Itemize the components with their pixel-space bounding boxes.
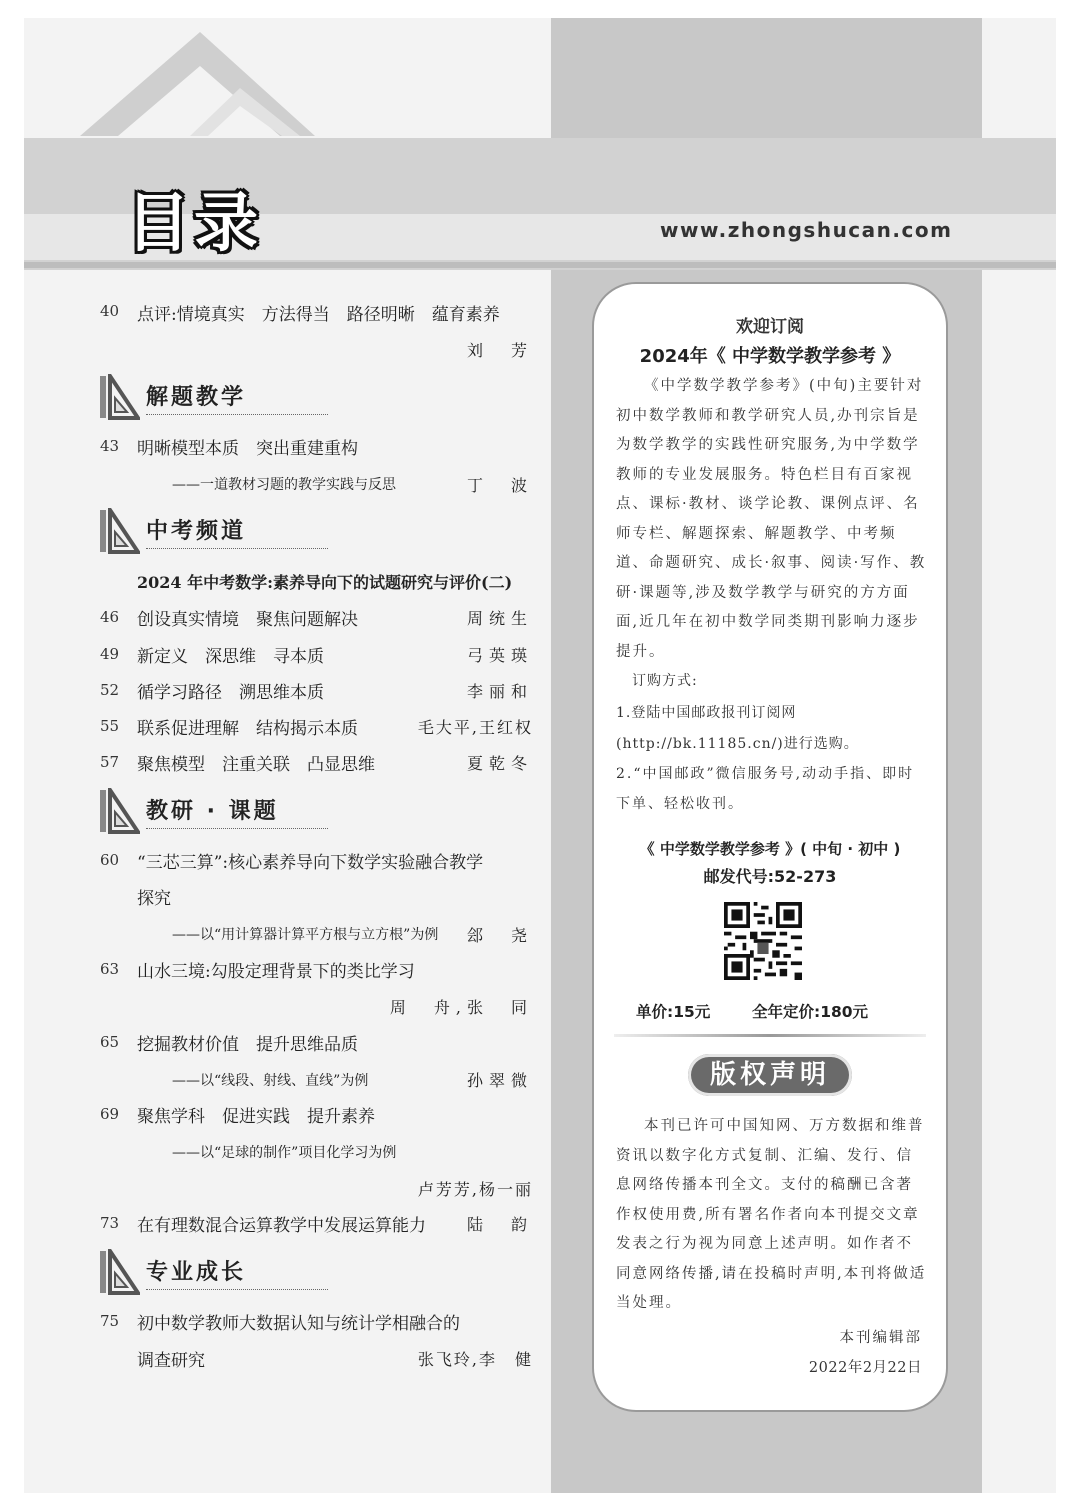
article-title[interactable]: “三芯三算”:核心素养导向下数学实验融合教学 — [137, 853, 484, 873]
article-title-continued[interactable]: 探究 — [137, 889, 171, 909]
dotted-rule — [146, 548, 328, 549]
article-title[interactable]: 循学习路径 溯思维本质 — [137, 683, 324, 703]
section-title: 专业成长 — [146, 1260, 247, 1285]
article-subtitle: ——以“线段、射线、直线”为例 — [172, 1073, 369, 1089]
article-title[interactable]: 山水三境:勾股定理背景下的类比学习 — [137, 962, 415, 982]
copyright-text: 本刊已许可中国知网、万方数据和维普资讯以数字化方式复制、汇编、发行、信息网络传播本刊全文。支付的稿酬已含著作权使用费,所有署名作者向本刊提交文章发表之行为视为同意上述声明。如作者不同意网络传播,请在投稿时声明,本刊将做适当处理。 — [616, 1118, 927, 1311]
section-title: 中考频道 — [146, 519, 247, 544]
article-subtitle: ——以“用计算器计算平方根与立方根”为例 — [172, 927, 439, 943]
page-number: 57 — [100, 753, 120, 771]
page-number: 60 — [100, 851, 120, 869]
article-title[interactable]: 初中数学教师大数据认知与统计学相融合的 — [137, 1314, 460, 1334]
edition-label: 《 中学数学教学参考 》( 中旬 · 初中 ) — [639, 840, 901, 858]
set-square-icon — [100, 374, 140, 420]
dotted-rule — [146, 828, 328, 829]
section-header — [100, 374, 330, 420]
article-author: 郐 尧 — [466, 926, 533, 945]
postal-code: 邮发代号:52-273 — [703, 867, 837, 886]
journal-title: 2024年《 中学数学教学参考 》 — [639, 346, 901, 367]
dotted-rule — [146, 414, 328, 415]
page-title: 目录 — [126, 187, 262, 261]
page-number: 40 — [100, 302, 120, 320]
article-author: 夏乾冬 — [466, 754, 533, 773]
set-square-icon — [100, 508, 140, 554]
website-url: www.zhongshucan.com — [660, 218, 953, 242]
article-title[interactable]: 明晰模型本质 突出重建重构 — [137, 439, 358, 459]
article-author: 周 舟,张 同 — [389, 998, 533, 1017]
article-title[interactable]: 点评:情境真实 方法得当 路径明晰 蕴育素养 — [137, 305, 500, 325]
section-divider — [614, 1034, 926, 1037]
article-author: 丁 波 — [466, 476, 533, 495]
section-title: 教研 · 课题 — [146, 799, 279, 824]
section-header — [100, 508, 330, 554]
subscription-card — [592, 282, 948, 1412]
section-header — [100, 788, 330, 834]
page-number: 55 — [100, 717, 120, 735]
article-subtitle: ——以“足球的制作”项目化学习为例 — [172, 1145, 397, 1161]
page-number: 43 — [100, 437, 120, 455]
page-number: 65 — [100, 1033, 120, 1051]
editorial-signature: 本刊编辑部 — [839, 1330, 922, 1346]
feature-heading: 2024 年中考数学:素养导向下的试题研究与评价(二) — [137, 573, 513, 592]
article-author: 陆 韵 — [466, 1215, 533, 1234]
order-label: 订购方式: — [632, 673, 698, 689]
article-author: 刘 芳 — [466, 341, 533, 360]
page-number: 69 — [100, 1105, 120, 1123]
page-number: 49 — [100, 645, 120, 663]
page-number: 75 — [100, 1312, 120, 1330]
article-author: 周统生 — [466, 609, 533, 628]
dotted-rule — [146, 1289, 328, 1290]
set-square-icon — [100, 1249, 140, 1295]
copyright-badge: 版权声明 — [688, 1054, 852, 1096]
order-method-1-url[interactable]: (http://bk.11185.cn/)进行选购。 — [616, 736, 859, 752]
section-title: 解题教学 — [146, 385, 247, 410]
statement-date: 2022年2月22日 — [808, 1360, 922, 1376]
order-method-1: 1.登陆中国邮政报刊订阅网 — [616, 705, 797, 721]
set-square-icon — [100, 788, 140, 834]
article-title[interactable]: 新定义 深思维 寻本质 — [137, 647, 324, 667]
page-number: 52 — [100, 681, 120, 699]
article-title[interactable]: 聚焦模型 注重关联 凸显思维 — [137, 755, 375, 775]
journal-intro: 《中学数学教学参考》(中旬)主要针对初中数学教师和教学研究人员,办刊宗旨是为数学教学的实践性研究服务,为中学数学教师的专业发展服务。特色栏目有百家视点、课标·教材、谈学论教、课例点评、名师专栏、解题探索、解题教学、中考频道、命题研究、成长·叙事、阅读·写作、教研·课题等,涉及数学教学与研究的方方面面,近几年在初中数学同类期刊影响力逐步提升。 — [616, 378, 927, 660]
article-title[interactable]: 创设真实情境 聚焦问题解决 — [137, 610, 358, 630]
article-author: 李丽和 — [466, 682, 533, 701]
article-title[interactable]: 聚焦学科 促进实践 提升素养 — [137, 1107, 375, 1127]
order-method-2: 2.“中国邮政”微信服务号,动动手指、即时下单、轻松收刊。 — [616, 766, 915, 812]
article-title[interactable]: 联系促进理解 结构揭示本质 — [137, 719, 358, 739]
article-title-continued[interactable]: 调查研究 — [137, 1351, 205, 1371]
page-number: 73 — [100, 1214, 120, 1232]
article-title[interactable]: 在有理数混合运算教学中发展运算能力 — [137, 1216, 426, 1236]
article-author: 弓英瑛 — [466, 646, 533, 665]
page-number: 63 — [100, 960, 120, 978]
article-author: 孙翠微 — [466, 1071, 533, 1090]
article-author: 卢芳芳,杨一丽 — [417, 1180, 533, 1199]
page-number: 46 — [100, 608, 120, 626]
annual-price: 全年定价:180元 — [752, 1003, 869, 1021]
unit-price: 单价:15元 — [636, 1003, 711, 1021]
qr-code-icon[interactable] — [724, 902, 802, 980]
article-author: 毛大平,王红权 — [417, 718, 533, 737]
article-subtitle: ——一道教材习题的教学实践与反思 — [172, 477, 396, 493]
article-author: 张飞玲,李 健 — [417, 1350, 533, 1369]
article-title[interactable]: 挖掘教材价值 提升思维品质 — [137, 1035, 358, 1055]
section-header — [100, 1249, 330, 1295]
subscribe-heading: 欢迎订阅 — [736, 317, 804, 337]
